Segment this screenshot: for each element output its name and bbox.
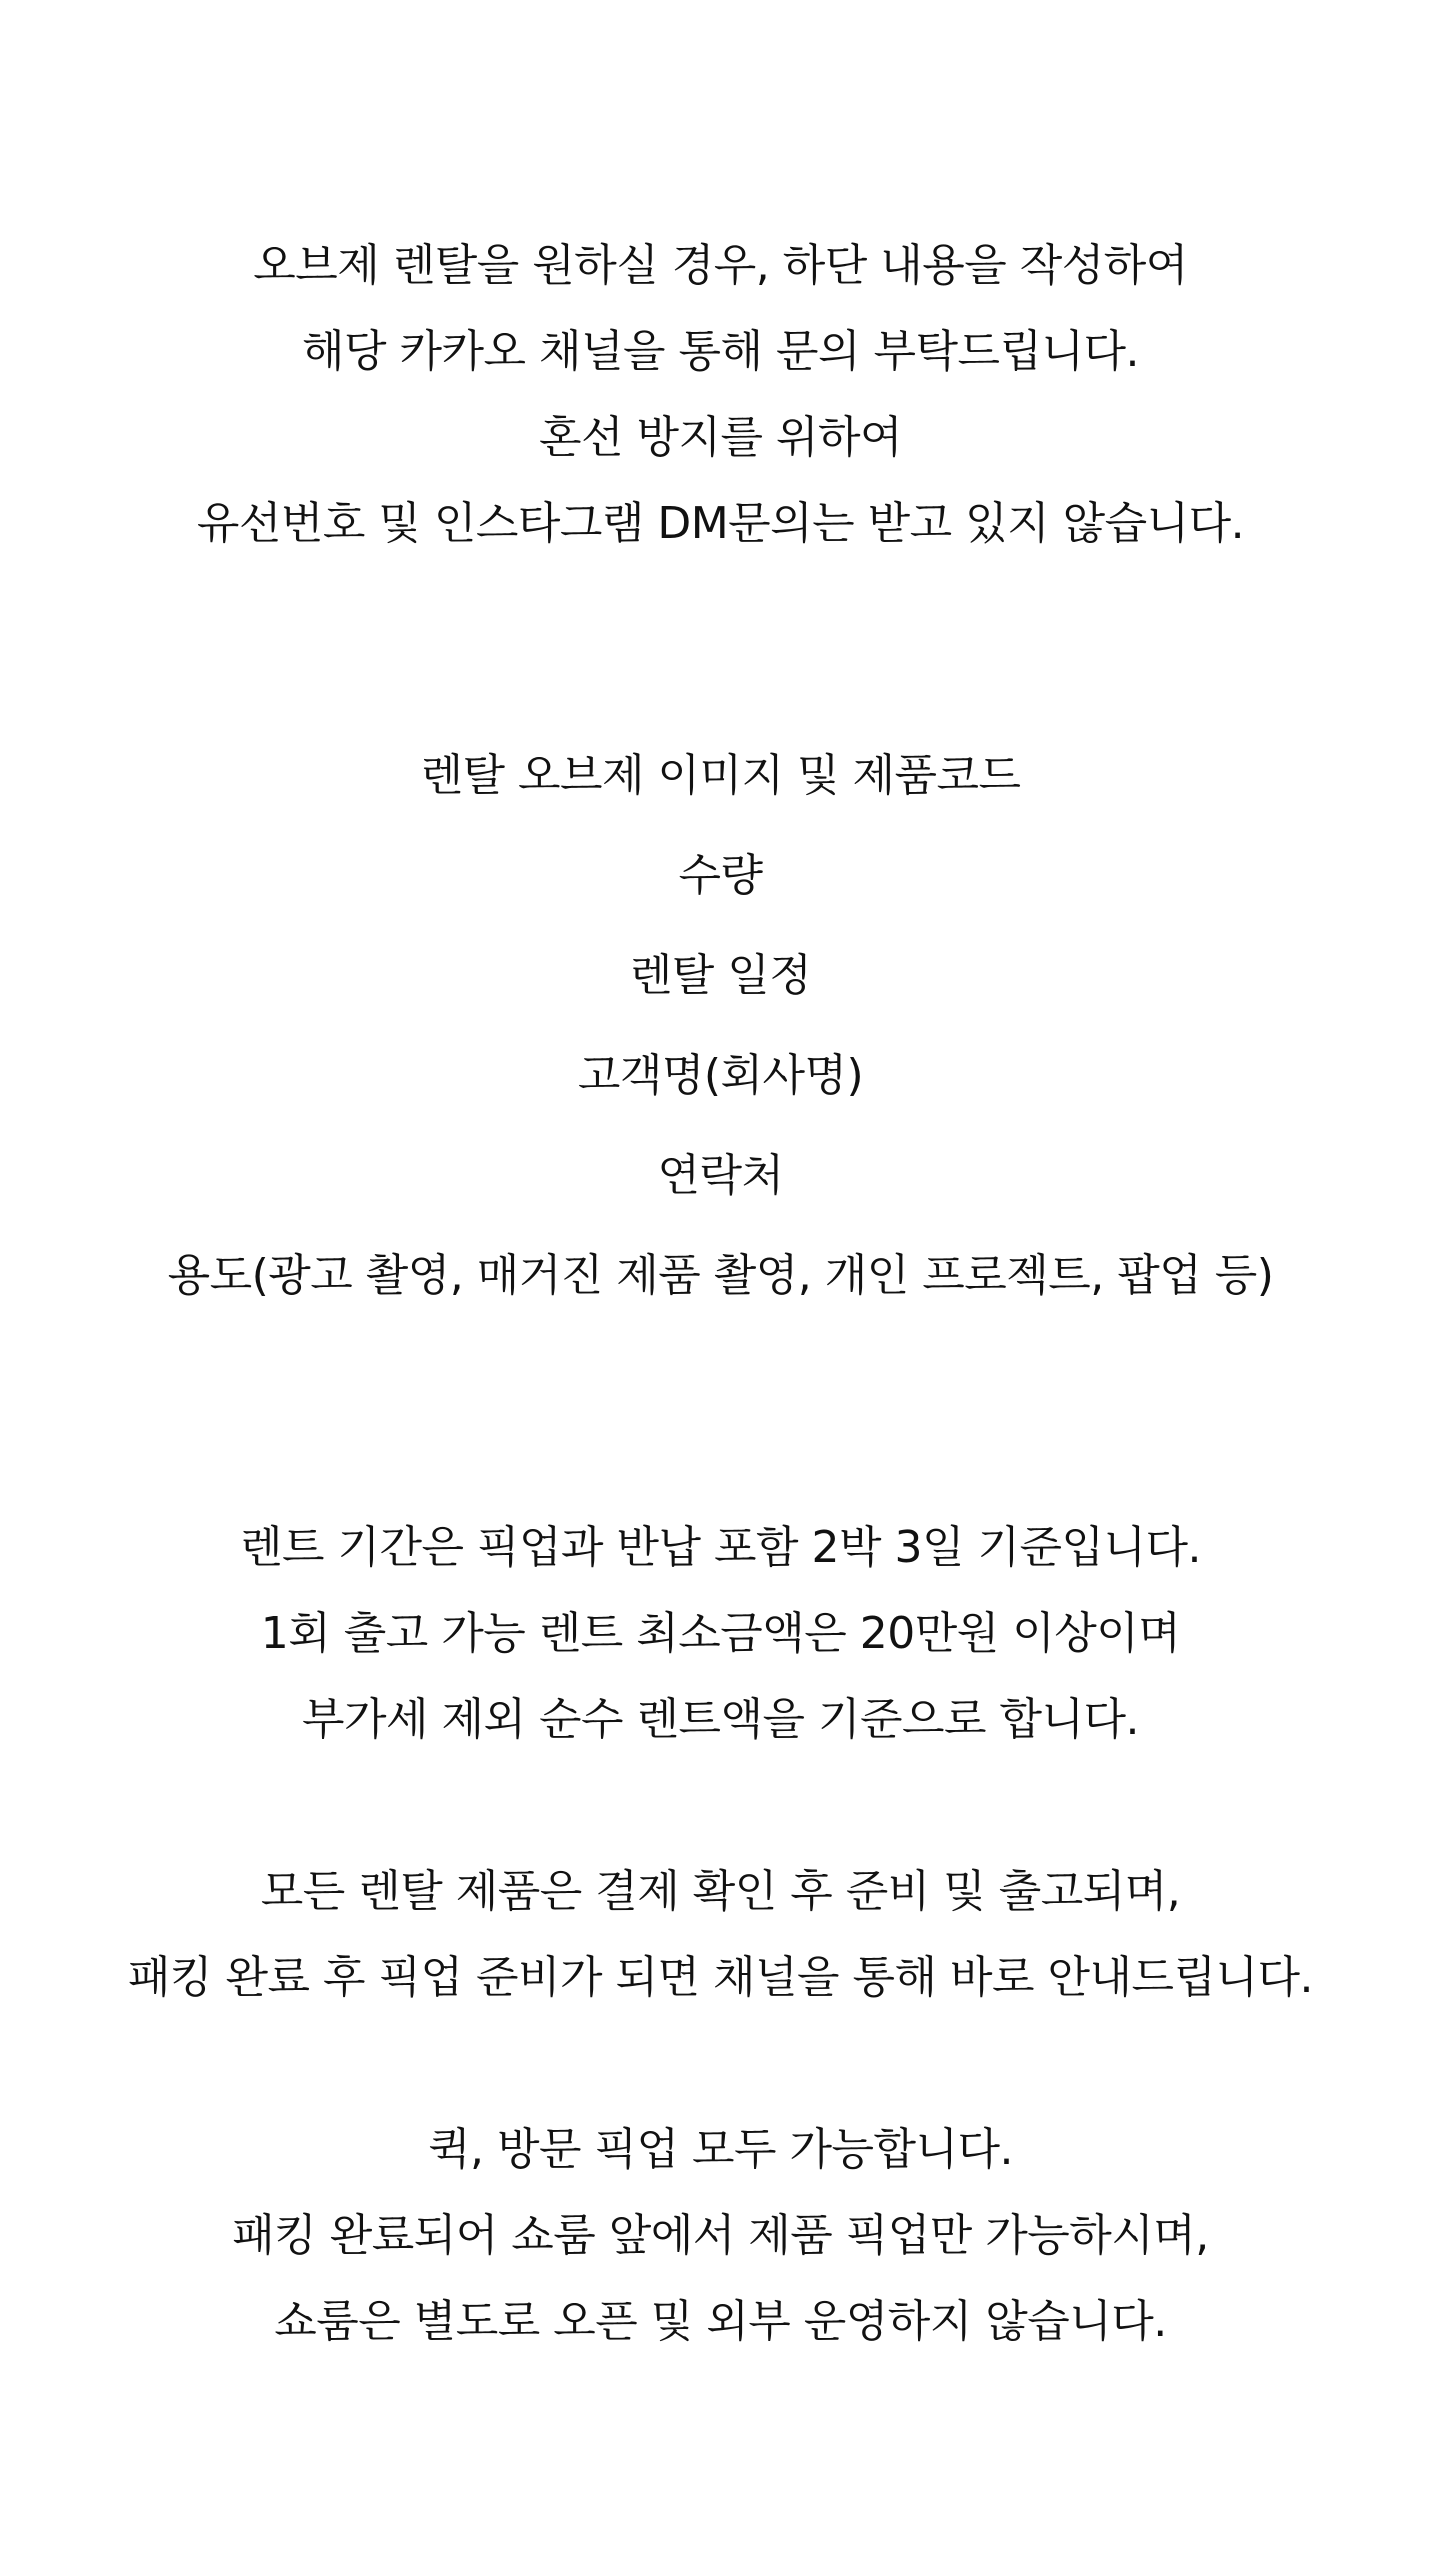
rental-terms-line: 1회 출고 가능 렌트 최소금액은 20만원 이상이며 — [260, 1608, 1181, 1659]
contact-notice-line: 해당 카카오 채널을 통해 문의 부탁드립니다. — [302, 326, 1139, 377]
rental-terms-line: 부가세 제외 순수 렌트액을 기준으로 합니다. — [302, 1694, 1139, 1745]
pickup-notice-line: 퀵, 방문 픽업 모두 가능합니다. — [428, 2124, 1013, 2175]
contact-notice-line: 혼선 방지를 위하여 — [538, 412, 902, 463]
required-info-item: 렌탈 오브제 이미지 및 제품코드 — [420, 750, 1021, 801]
pickup-notice-line: 패킹 완료되어 쇼룸 앞에서 제품 픽업만 가능하시며, — [232, 2210, 1209, 2261]
required-info-item: 용도(광고 촬영, 매거진 제품 촬영, 개인 프로젝트, 팝업 등) — [167, 1250, 1274, 1301]
required-info-item: 수량 — [678, 850, 763, 901]
required-info-item: 고객명(회사명) — [577, 1050, 864, 1101]
rental-terms-line: 렌트 기간은 픽업과 반납 포함 2박 3일 기준입니다. — [240, 1522, 1201, 1573]
required-info-item: 연락처 — [657, 1150, 784, 1201]
contact-notice-line: 유선번호 및 인스타그램 DM문의는 받고 있지 않습니다. — [196, 498, 1245, 549]
payment-notice-line: 모든 렌탈 제품은 결제 확인 후 준비 및 출고되며, — [260, 1866, 1181, 1917]
payment-notice-line: 패킹 완료 후 픽업 준비가 되면 채널을 통해 바로 안내드립니다. — [128, 1952, 1313, 2003]
pickup-notice-line: 쇼룸은 별도로 오픈 및 외부 운영하지 않습니다. — [274, 2296, 1167, 2347]
required-info-item: 렌탈 일정 — [629, 950, 812, 1001]
contact-notice-line: 오브제 렌탈을 원하실 경우, 하단 내용을 작성하여 — [253, 240, 1188, 291]
